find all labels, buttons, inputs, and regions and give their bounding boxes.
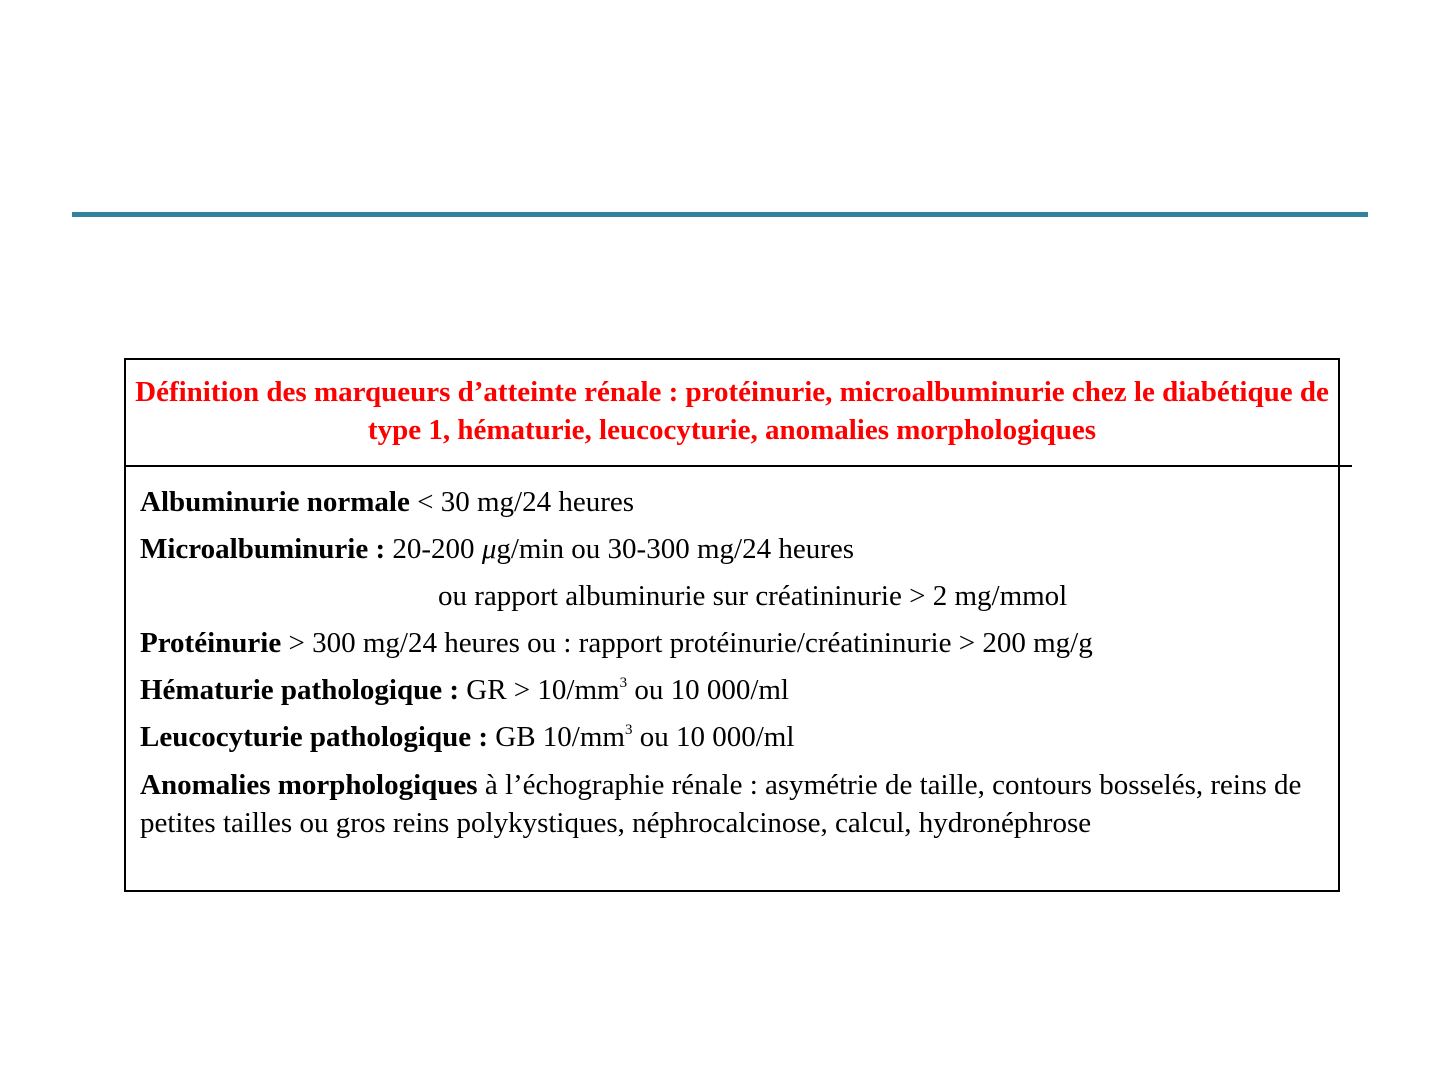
row-microalbuminurie-alt: [140, 578, 1330, 625]
term-albuminurie: Albuminurie normale: [140, 486, 410, 518]
value-hematurie-pre: GR > 10/mm: [459, 674, 620, 706]
header-divider: [124, 465, 1352, 467]
row-hematurie: [140, 672, 1330, 719]
term-proteinurie: Protéinurie: [140, 627, 282, 659]
definition-box: [124, 358, 1340, 892]
title-underline: [72, 212, 1368, 217]
row-proteinurie: [140, 625, 1330, 672]
term-leucocyturie: Leucocyturie pathologique :: [140, 721, 488, 753]
mu-symbol: μ: [481, 533, 497, 565]
row-anomalies: [140, 766, 1330, 842]
term-anomalies: Anomalies morphologiques: [140, 769, 478, 801]
box-title: Définition des marqueurs d’atteinte rénale : protéinurie, microalbuminurie chez le diabétique de type 1, hématurie, leucocyturie, anomalies morphologiques: [135, 376, 1329, 446]
row-leucocyturie: [140, 719, 1330, 766]
value-leucocyturie-pre: GB 10/mm: [488, 721, 625, 753]
exponent-hematurie: 3: [619, 675, 628, 691]
value-albuminurie: < 30 mg/24 heures: [409, 486, 635, 518]
value-hematurie-post: ou 10 000/ml: [627, 674, 789, 706]
row-microalbuminurie: [140, 531, 1330, 578]
exponent-leucocyturie: 3: [624, 722, 633, 738]
value-micro-post: g/min ou 30-300 mg/24 heures: [496, 533, 855, 565]
value-micro-pre: 20-200: [385, 533, 482, 565]
value-leucocyturie-post: ou 10 000/ml: [632, 721, 795, 753]
term-hematurie: Hématurie pathologique :: [140, 674, 459, 706]
value-proteinurie: > 300 mg/24 heures ou : rapport protéinurie/créatininurie > 200 mg/g: [281, 627, 1093, 659]
value-anomalies: à l’échographie rénale : asymétrie de taille, contours bosselés, reins de petites tailles ou gros reins polykystiques, néphrocalcinose, calcul, hydronéphrose: [140, 769, 1302, 839]
value-micro-alt: ou rapport albuminurie sur créatininurie > 2 mg/mmol: [438, 580, 1068, 612]
term-microalbuminurie: Microalbuminurie :: [140, 533, 386, 565]
row-albuminurie: [140, 484, 1330, 531]
box-body: [140, 484, 1330, 842]
